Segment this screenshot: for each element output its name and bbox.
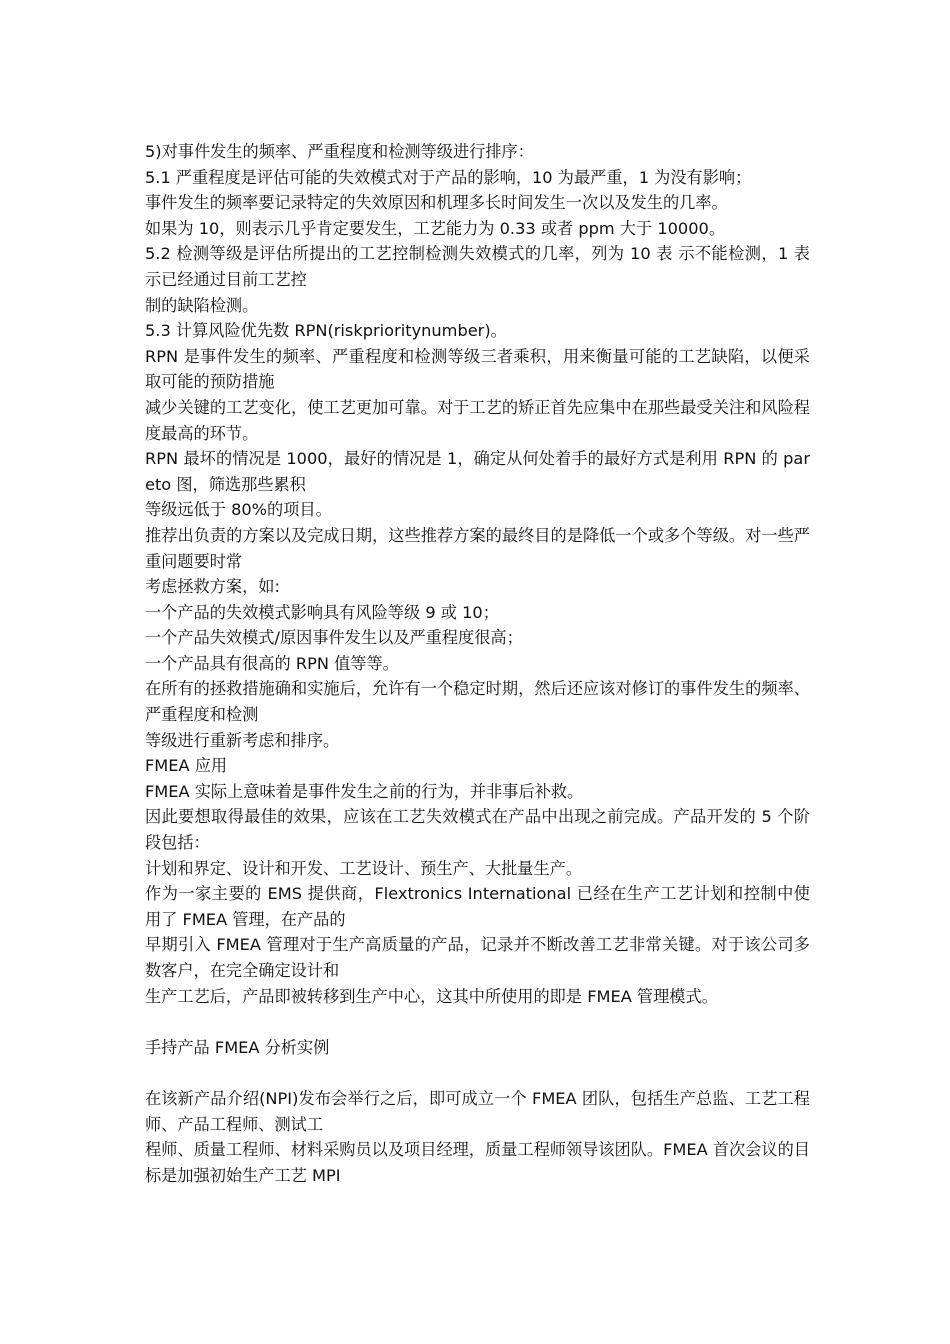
paragraph-development-stages: 因此要想取得最佳的效果，应该在工艺失效模式在产品中出现之前完成。产品开发的 5 个阶段包括：: [145, 807, 810, 853]
paragraph-production-center: 生产工艺后，产品即被转移到生产中心，这其中所使用的即是 FMEA 管理模式。: [145, 986, 718, 1006]
blank-line: [145, 1060, 810, 1086]
paragraph-rescue: 考虑拯救方案，如:: [145, 577, 280, 597]
paragraph-npi-team: 在该新产品介绍(NPI)发布会举行之后，即可成立一个 FMEA 团队，包括生产总监、工艺工程师、产品工程师、测试工: [145, 1088, 810, 1134]
paragraph-detection: 5.2 检测等级是评估所提出的工艺控制检测失效模式的几率，列为 10 表 示不能检测，1 表示已经通过目前工艺控: [145, 244, 810, 289]
document-page: [145, 139, 810, 1188]
paragraph-rpn-range: RPN 最坏的情况是 1000，最好的情况是 1，确定从何处着手的最好方式是利用 RPN 的 pareto 图，筛选那些累积: [145, 449, 810, 494]
paragraph-detection-cont: 制的缺陷检测。: [145, 295, 259, 315]
blank-line: [145, 1009, 810, 1035]
paragraph-ranking-intro: 5)对事件发生的频率、严重程度和检测等级进行排序：: [145, 142, 534, 161]
paragraph-fmea-preventive: FMEA 实际上意味着是事件发生之前的行为，并非事后补救。: [145, 781, 584, 801]
section-heading-handheld-example: 手持产品 FMEA 分析实例: [145, 1037, 330, 1057]
list-item-rescue-3: 一个产品具有很高的 RPN 值等等。: [145, 653, 399, 673]
paragraph-severity: 5.1 严重程度是评估可能的失效模式对于产品的影响，10 为最严重，1 为没有影响；: [145, 167, 752, 187]
paragraph-rpn-definition-cont: 减少关键的工艺变化，使工艺更加可靠。对于工艺的矫正首先应集中在那些最受关注和风险程度最高的环节。: [145, 397, 810, 443]
paragraph-stabilization: 在所有的拯救措施确和实施后，允许有一个稳定时期，然后还应该对修订的事件发生的频率、严重程度和检测: [145, 679, 810, 725]
paragraph-npi-team-cont: 程师、质量工程师、材料采购员以及项目经理，质量工程师领导该团队。FMEA 首次会议的目标是加强初始生产工艺 MPI: [145, 1140, 810, 1185]
paragraph-early-fmea: 早期引入 FMEA 管理对于生产高质量的产品，记录并不断改善工艺非常关键。对于该公司多数客户，在完全确定设计和: [145, 935, 810, 980]
paragraph-rpn-calc: 5.3 计算风险优先数 RPN(riskprioritynumber)。: [145, 321, 507, 341]
section-heading-fmea-application: FMEA 应用: [145, 756, 228, 776]
paragraph-occurrence-10: 如果为 10，则表示几乎肯定要发生，工艺能力为 0.33 或者 ppm 大于 10000。: [145, 218, 726, 238]
paragraph-stabilization-cont: 等级进行重新考虑和排序。: [145, 730, 340, 750]
paragraph-recommendations: 推荐出负责的方案以及完成日期，这些推荐方案的最终目的是降低一个或多个等级。对一些严重问题要时常: [145, 525, 810, 571]
list-item-rescue-1: 一个产品的失效模式影响具有风险等级 9 或 10；: [145, 602, 499, 622]
list-item-rescue-2: 一个产品失效模式/原因事件发生以及严重程度很高；: [145, 628, 523, 648]
paragraph-rpn-range-cont: 等级远低于 80%的项目。: [145, 500, 332, 520]
paragraph-stages-list: 计划和界定、设计和开发、工艺设计、预生产、大批量生产。: [145, 858, 583, 878]
paragraph-flextronics: 作为一家主要的 EMS 提供商，Flextronics International 已经在生产工艺计划和控制中使用了 FMEA 管理，在产品的: [145, 884, 810, 929]
paragraph-occurrence: 事件发生的频率要记录特定的失效原因和机理多长时间发生一次以及发生的几率。: [145, 193, 728, 213]
paragraph-rpn-definition: RPN 是事件发生的频率、严重程度和检测等级三者乘积，用来衡量可能的工艺缺陷，以便采取可能的预防措施: [145, 346, 810, 392]
